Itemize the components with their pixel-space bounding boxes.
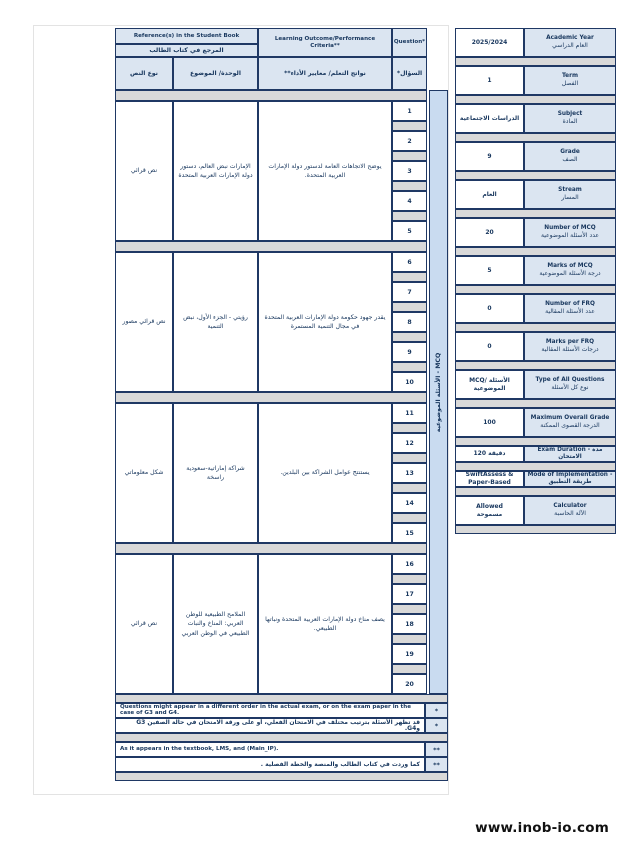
info-marks-mcq-value: 5 [455,256,524,285]
info-number-mcq-value: 20 [455,218,524,247]
info-question-type-label [524,370,616,399]
header-text-type: نوع النص [115,57,173,90]
note-1-en-text: Questions might appear in a different order in the actual exam, or on the exam paper in the case of G3 and G4. [115,703,425,718]
section-divider [115,90,427,101]
header-outcome-ar: نواتج التعلم/ معايير الأداء** [258,57,392,90]
info-academic-year-label [524,28,616,57]
section-1-outcome: يوضح الاتجاهات العامة لدستور دولة الإمارات العربية المتحدة. [258,101,392,241]
note-row-1-en [115,703,448,718]
note-row-1-ar [115,718,448,733]
info-max-grade-row [455,408,616,437]
note-2-mark-ar: ** [425,757,448,772]
note-1-mark-ar: * [425,718,448,733]
label-en: Exam Duration - مدة الامتحان [537,446,603,460]
question-spacer [392,181,427,191]
calculator-value-en: Allowed [476,502,503,510]
question-number: 13 [392,463,427,483]
info-subject-row [455,104,616,133]
question-number: 6 [392,252,427,272]
note-1-mark: * [425,703,448,718]
note-row-2-en [115,742,448,757]
section-1-questions [392,101,427,241]
info-grade-value: 9 [455,142,524,171]
section-row-2 [115,252,427,392]
question-number: 18 [392,614,427,634]
question-spacer [392,423,427,433]
mcq-strip-label: MCQ - الأسئلة الموضوعية [435,352,443,432]
label-en: Number of MCQ [544,225,596,232]
note-2-ar-text: كما وردت في كتاب الطالب والمنصة والخطة الفصلية . [115,757,425,772]
question-number: 19 [392,644,427,664]
label-ar: الفصل [561,80,579,88]
info-term-value: 1 [455,66,524,95]
question-number: 8 [392,312,427,332]
label-ar: العام الدراسي [552,42,588,50]
info-grade-label [524,142,616,171]
info-spacer [455,462,616,471]
label-ar: الآلة الحاسبة [554,510,586,518]
section-2-text-type: نص قرائي مصور [115,252,173,392]
section-4-questions [392,554,427,694]
info-spacer [455,133,616,142]
footer-divider [115,733,448,742]
section-3-text-type: شكل معلوماتي [115,403,173,543]
info-calculator-label [524,496,616,525]
info-marks-frq-label [524,332,616,361]
question-spacer [392,362,427,372]
section-row-3 [115,403,427,543]
info-term-row [455,66,616,95]
question-spacer [392,634,427,644]
question-number: 2 [392,131,427,151]
label-en: Type of All Questions [535,377,605,384]
question-spacer [392,453,427,463]
info-spacer [455,209,616,218]
label-ar: الدرجة القصوى الممكنة [540,422,600,430]
info-spacer [455,399,616,408]
question-spacer [392,302,427,312]
label-en: Stream [558,187,582,194]
note-1-ar-text: قد تظهر الأسئلة بترتيب مختلف في الامتحان الفعلي، أو على ورقة الامتحان في حالة الصفين G3 وG4. [115,718,425,733]
header-reference-en: Reference(s) in the Student Book [115,28,258,44]
calculator-value-ar: مسموحة [476,510,503,518]
question-spacer [392,211,427,221]
info-number-frq-value: 0 [455,294,524,323]
info-max-grade-value: 100 [455,408,524,437]
info-academic-year-row [455,28,616,57]
info-stream-value: العام [455,180,524,209]
question-number: 11 [392,403,427,423]
label-ar: درجة الأسئلة الموضوعية [539,270,601,278]
section-4-unit: الملامح الطبيعية للوطن العربي: المناخ والنبات الطبيعي في الوطن العربي [173,554,258,694]
section-row-1 [115,101,427,241]
question-spacer [392,121,427,131]
info-number-frq-label [524,294,616,323]
info-marks-frq-row [455,332,616,361]
info-term-label [524,66,616,95]
header-unit-topic: الوحدة/ الموضوع [173,57,258,90]
info-spacer [455,57,616,66]
question-spacer [392,272,427,282]
label-ar: المسار [561,194,579,202]
info-stream-label [524,180,616,209]
info-number-mcq-row [455,218,616,247]
info-academic-year-value: 2025/2024 [455,28,524,57]
info-question-type-row [455,370,616,399]
header-outcome-en: Learning Outcome/Performance Criteria** [258,28,392,57]
info-mode-label [524,471,616,487]
label-en: Term [561,73,578,80]
label-en: Mode of Implementation - طريقة التطبيق [527,471,613,485]
label-en: Marks per FRQ [545,339,595,346]
info-duration-label [524,446,616,462]
section-divider [115,241,427,252]
info-mode-row [455,471,616,487]
exam-info-table [455,28,616,534]
question-number: 14 [392,493,427,513]
section-4-text-type: نص قرائي [115,554,173,694]
section-1-unit: الإمارات نبض العالم، دستور دولة الإمارات العربية المتحدة [173,101,258,241]
note-2-en-text: As it appears in the textbook, LMS, and (Main_IP). [115,742,425,757]
question-spacer [392,332,427,342]
watermark-url: www.inob-io.com [475,820,609,836]
info-subject-value: الدراسات الاجتماعية [455,104,524,133]
info-spacer [455,487,616,496]
label-en: Marks of MCQ [547,263,593,270]
question-spacer [392,664,427,674]
label-en: Subject [557,111,583,118]
note-row-2-ar [115,757,448,772]
label-en: Grade [560,149,580,156]
question-number: 16 [392,554,427,574]
info-mode-value: SwiftAssess & Paper-Based [455,471,524,487]
section-3-questions [392,403,427,543]
section-2-unit: رؤيتي - الجزء الأول، نبض التنمية [173,252,258,392]
mcq-vertical-strip [429,90,448,694]
section-divider [115,392,427,403]
section-1-text-type: نص قرائي [115,101,173,241]
question-spacer [392,151,427,161]
section-2-questions [392,252,427,392]
question-number: 3 [392,161,427,181]
info-marks-mcq-row [455,256,616,285]
info-spacer [455,323,616,332]
section-3-outcome: يستنتج عوامل الشراكة بين البلدين. [258,403,392,543]
header-reference-ar: المرجع في كتاب الطالب [115,44,258,57]
info-duration-row [455,446,616,462]
question-number: 9 [392,342,427,362]
section-2-outcome: يقدر جهود حكومة دولة الإمارات العربية المتحدة في مجال التنمية المستمرة [258,252,392,392]
question-spacer [392,604,427,614]
info-calculator-value [455,496,524,525]
question-spacer [392,483,427,493]
question-number: 15 [392,523,427,543]
info-grade-row [455,142,616,171]
info-number-mcq-label [524,218,616,247]
info-spacer [455,361,616,370]
info-max-grade-label [524,408,616,437]
label-ar: الصف [562,156,578,164]
table-header [115,28,427,90]
label-ar: نوع كل الأسئلة [551,384,589,392]
header-question-en: Question* [392,28,427,57]
question-number: 10 [392,372,427,392]
section-row-4 [115,554,427,694]
label-ar: عدد الأسئلة الموضوعية [540,232,600,240]
question-number: 12 [392,433,427,453]
label-ar: عدد الأسئلة المقالية [545,308,595,316]
label-ar: المادة [562,118,578,126]
question-number: 1 [392,101,427,121]
info-question-type-value: MCQ/ الأسئلة الموضوعية [455,370,524,399]
section-divider [115,543,427,554]
info-duration-value: 120 دقيقة [455,446,524,462]
footer-divider [115,694,448,703]
question-number: 7 [392,282,427,302]
info-spacer [455,525,616,534]
question-number: 5 [392,221,427,241]
note-2-mark: ** [425,742,448,757]
info-number-frq-row [455,294,616,323]
label-en: Calculator [553,503,587,510]
question-number: 20 [392,674,427,694]
question-spacer [392,513,427,523]
info-subject-label [524,104,616,133]
label-en: Maximum Overall Grade [530,415,610,422]
info-spacer [455,247,616,256]
info-spacer [455,285,616,294]
info-spacer [455,437,616,446]
info-calculator-row [455,496,616,525]
info-marks-mcq-label [524,256,616,285]
info-spacer [455,171,616,180]
label-en: Academic Year [546,35,594,42]
header-question-ar: السؤال* [392,57,427,90]
info-spacer [455,95,616,104]
label-en: Number of FRQ [545,301,595,308]
section-4-outcome: يصف مناخ دولة الإمارات العربية المتحدة ونباتها الطبيعي. [258,554,392,694]
footer-divider [115,772,448,781]
section-3-unit: شراكة إماراتية-سعودية راسخة [173,403,258,543]
label-ar: درجات الأسئلة المقالية [541,346,599,354]
question-spacer [392,574,427,584]
question-number: 17 [392,584,427,604]
question-number: 4 [392,191,427,211]
specification-table [115,28,448,781]
info-stream-row [455,180,616,209]
info-marks-frq-value: 0 [455,332,524,361]
